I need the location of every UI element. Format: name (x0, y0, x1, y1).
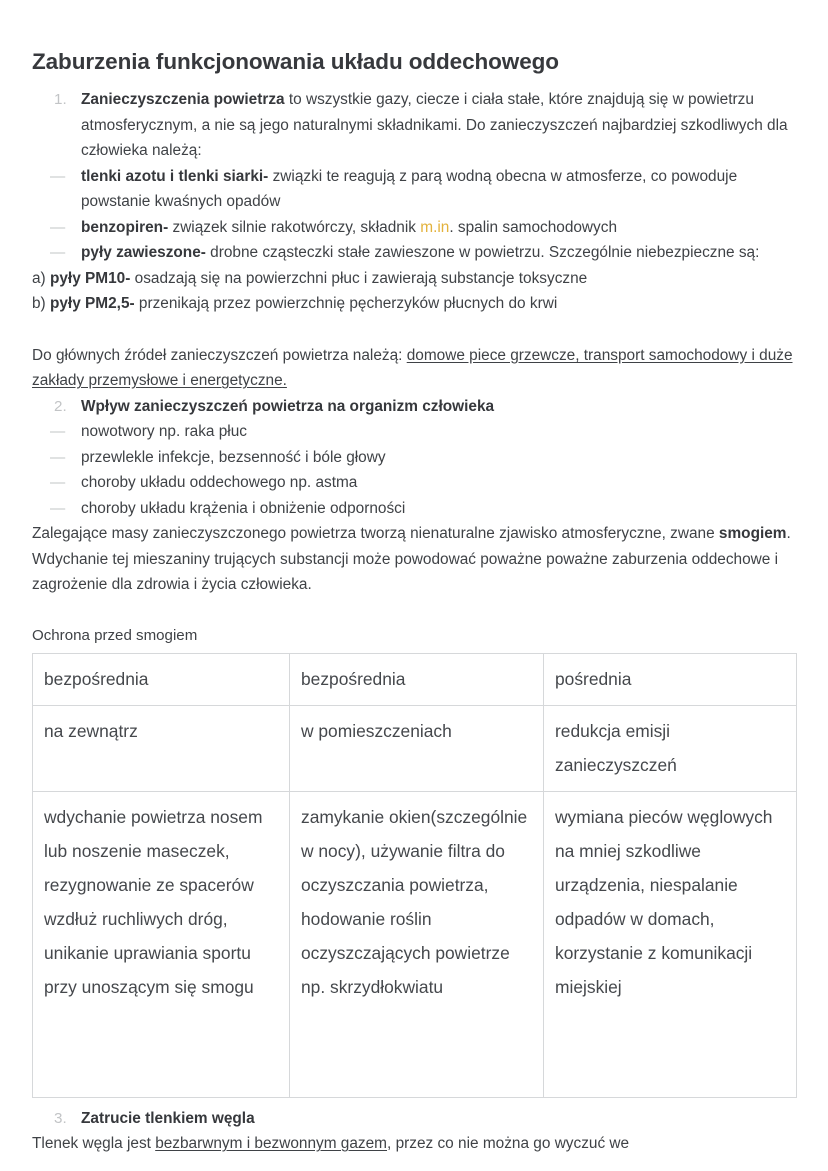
benzopiren-description-after: . spalin samochodowych (449, 218, 618, 236)
co-text-before: Tlenek węgla jest (32, 1135, 156, 1153)
smog-paragraph (32, 521, 796, 598)
list-marker-dash: — (50, 423, 66, 441)
term-pm10: pyły PM10- (49, 269, 131, 287)
table-row (33, 791, 797, 1097)
list-marker-dash: — (50, 167, 66, 185)
pollution-sources-intro: Do głównych źródeł zanieczyszczeń powietrza należą: (32, 346, 407, 364)
section2-heading: Wpływ zanieczyszczeń powietrza na organizm człowieka (81, 397, 495, 415)
effect-choroby-oddechowe: choroby układu oddechowego np. astma (81, 474, 358, 492)
effect-choroby-krazenia: choroby układu krążenia i obniżenie odporności (81, 499, 406, 517)
pm25-description: przenikają przez powierzchnię pęcherzyków płucnych do krwi (134, 295, 558, 313)
pollution-sources-paragraph (32, 343, 796, 394)
term-benzopiren: benzopiren- (81, 218, 169, 236)
spacer (32, 317, 796, 343)
co-text-after: , przez co nie można go wyczuć we (387, 1135, 630, 1153)
table-caption: Ochrona przed smogiem (32, 626, 198, 644)
list-item-infekcje (32, 445, 796, 471)
list-marker-dash: — (50, 448, 66, 466)
table-cell-scope-1: na zewnątrz (33, 705, 290, 791)
smog-text-before: Zalegające masy zanieczyszczonego powietrza tworzą nienaturalne zjawisko atmosferyczne, zwane (32, 525, 719, 543)
carbon-monoxide-paragraph (32, 1131, 796, 1157)
table-cell-scope-3: redukcja emisji zanieczyszczeń (544, 705, 797, 791)
list-item-benzopiren (32, 215, 796, 241)
table-cell-type-2: bezpośrednia (290, 653, 544, 705)
list-marker-dash: — (50, 499, 66, 517)
sub-item-pm10 (32, 266, 796, 292)
list-item-pyly-zawieszone (32, 240, 796, 266)
term-smogiem: smogiem (718, 525, 787, 543)
list-item-1 (32, 87, 796, 164)
list-marker-dash: — (50, 218, 66, 236)
tlenki-description: związki te reagują z parą wodną obecna w atmosferze, co powoduje powstanie kwaśnych opadów (81, 167, 738, 211)
list-item-nowotwory (32, 419, 796, 445)
list-marker-2: 2. (54, 397, 67, 415)
term-pm25: pyły PM2,5- (49, 295, 135, 313)
sub-item-prefix-a: a) (32, 269, 50, 287)
pyly-description: drobne cząsteczki stałe zawieszone w powietrzu. Szczególnie niebezpieczne są: (205, 244, 760, 262)
sub-item-pm25 (32, 291, 796, 317)
table-row (33, 705, 797, 791)
table-cell-measures-2: zamykanie okien(szczególnie w nocy), używanie filtra do oczyszczania powietrza, hodowanie roślin oczyszczających powietrze np. skrzydłokwiatu (290, 791, 544, 1097)
section1-lead-text: to wszystkie gazy, ciecze i ciała stałe, które znajdują się w powietrzu atmosferycznym, a nie są jego naturalnymi składnikami. Do zanieczyszczeń najbardziej szkodliwych dla człowieka należą: (81, 91, 788, 160)
list-marker-dash: — (50, 244, 66, 262)
term-zanieczyszczenia-powietrza: Zanieczyszczenia powietrza (81, 91, 285, 109)
effect-nowotwory: nowotwory np. raka płuc (81, 423, 247, 441)
sub-item-prefix-b: b) (32, 295, 50, 313)
table-cell-type-1: bezpośrednia (33, 653, 290, 705)
table-row (33, 653, 797, 705)
list-item-choroby-krazenia (32, 496, 796, 522)
term-pyly-zawieszone: pyły zawieszone- (81, 244, 206, 262)
spacer (32, 598, 796, 624)
list-item-3 (32, 1106, 796, 1132)
pm10-description: osadzają się na powierzchni płuc i zawierają substancje toksyczne (130, 269, 588, 287)
table-cell-measures-3: wymiana pieców węglowych na mniej szkodliwe urządzenia, niespalanie odpadów w domach, korzystanie z komunikacji miejskiej (544, 791, 797, 1097)
smog-text-after: . Wdychanie tej mieszaniny trujących substancji może powodować poważne poważne zaburzenia oddechowe i zagrożenie dla zdrowia i życia człowieka. (32, 525, 791, 594)
list-marker-1: 1. (54, 91, 67, 109)
smog-protection-table (32, 653, 797, 1098)
highlighted-text-min: m.in (420, 218, 450, 236)
pollution-sources-list: domowe piece grzewcze, transport samochodowy i duże zakłady przemysłowe i energetyczne. (32, 346, 793, 390)
co-properties-underlined: bezbarwnym i bezwonnym gazem (155, 1135, 388, 1153)
benzopiren-description-before: związek silnie rakotwórczy, składnik (168, 218, 421, 236)
table-cell-scope-2: w pomieszczeniach (290, 705, 544, 791)
table-cell-type-3: pośrednia (544, 653, 797, 705)
list-item-choroby-oddechowe (32, 470, 796, 496)
list-marker-3: 3. (54, 1109, 67, 1127)
effect-infekcje: przewlekle infekcje, bezsenność i bóle głowy (81, 448, 386, 466)
section3-block (32, 1106, 796, 1157)
list-item-tlenki (32, 164, 796, 215)
list-item-2 (32, 394, 796, 420)
table-cell-measures-1: wdychanie powietrza nosem lub noszenie maseczek, rezygnowanie ze spacerów wzdłuż ruchliwych dróg, unikanie uprawiania sportu przy unoszącym się smogu (33, 791, 290, 1097)
list-marker-dash: — (50, 474, 66, 492)
section3-heading: Zatrucie tlenkiem węgla (81, 1109, 255, 1127)
term-tlenki-azotu-siarki: tlenki azotu i tlenki siarki- (81, 167, 269, 185)
page-title: Zaburzenia funkcjonowania układu oddechowego (32, 49, 559, 74)
